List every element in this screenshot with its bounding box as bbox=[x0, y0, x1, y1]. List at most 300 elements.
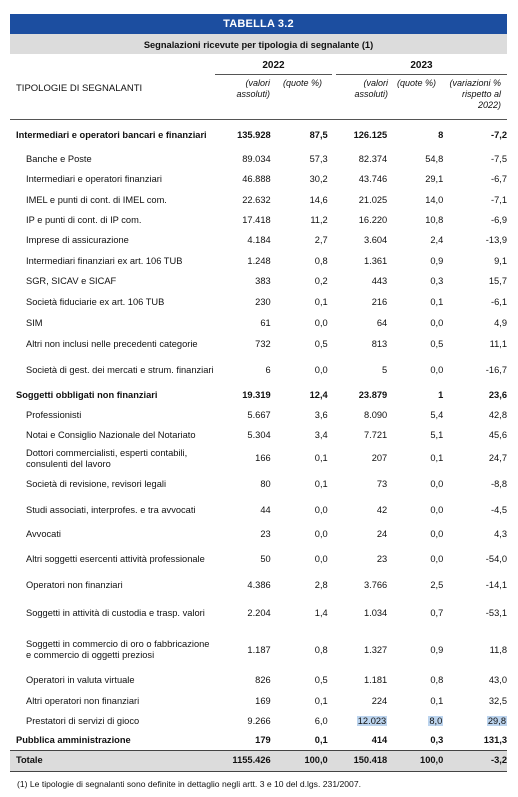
row-label bbox=[10, 405, 214, 426]
cell-q2022 bbox=[271, 169, 328, 190]
cell-v2022-text: 383 bbox=[255, 276, 271, 286]
cell-q2023-text: 100,0 bbox=[420, 755, 444, 765]
cell-v2023-text: 8.090 bbox=[363, 410, 388, 420]
cell-q2022-text: 0,8 bbox=[314, 644, 328, 655]
cell-v2022 bbox=[214, 731, 271, 750]
cell-q2023-text: 8 bbox=[438, 129, 444, 140]
cell-q2022 bbox=[271, 120, 328, 150]
cell-variation bbox=[443, 691, 507, 712]
cell-variation-text: 4,3 bbox=[494, 528, 507, 539]
row-label-text: SIM bbox=[26, 318, 43, 328]
cell-v2023 bbox=[328, 120, 387, 150]
cell-variation-text: -6,1 bbox=[490, 297, 507, 307]
cell-v2022 bbox=[214, 472, 271, 496]
cell-v2022-text: 5.304 bbox=[247, 430, 271, 440]
table-row bbox=[10, 575, 507, 596]
row-label-text: Operatori non finanziari bbox=[26, 580, 123, 590]
cell-v2023 bbox=[328, 385, 387, 405]
cell-q2022 bbox=[271, 292, 328, 313]
cell-variation-text: -14,1 bbox=[485, 580, 507, 590]
cell-v2022 bbox=[214, 575, 271, 596]
cell-q2022-text: 57,3 bbox=[309, 154, 328, 164]
cell-variation-text: 131,3 bbox=[483, 734, 507, 745]
cell-q2022 bbox=[271, 355, 328, 385]
cell-q2023 bbox=[387, 251, 443, 271]
cell-q2023 bbox=[387, 334, 443, 355]
cell-v2023-text: 23 bbox=[376, 554, 388, 564]
cell-q2022-text: 0,1 bbox=[314, 734, 328, 745]
row-label-text: Soggetti in attività di custodia e trasp. valori bbox=[26, 607, 205, 618]
cell-q2022 bbox=[271, 271, 328, 292]
cell-v2023 bbox=[328, 230, 387, 251]
cell-v2023-text: 150.418 bbox=[353, 755, 388, 765]
cell-v2023 bbox=[328, 292, 387, 313]
cell-variation bbox=[443, 524, 507, 544]
cell-v2022-text: 169 bbox=[255, 696, 271, 706]
table-row bbox=[10, 670, 507, 691]
cell-v2023 bbox=[328, 472, 387, 496]
cell-variation-text: 32,5 bbox=[488, 696, 507, 706]
row-label-text: Dottori commercialisti, esperti contabili, consulenti del lavoro bbox=[26, 447, 188, 469]
cell-v2022-text: 6 bbox=[265, 364, 271, 375]
cell-v2022-text: 5.667 bbox=[247, 410, 271, 420]
cell-variation bbox=[443, 210, 507, 230]
cell-v2022-text: 17.418 bbox=[242, 214, 271, 225]
cell-q2022 bbox=[271, 230, 328, 251]
cell-q2023 bbox=[387, 731, 443, 750]
row-label bbox=[10, 251, 214, 271]
cell-q2022-text: 87,5 bbox=[309, 129, 328, 140]
cell-variation bbox=[443, 496, 507, 524]
row-label bbox=[10, 210, 214, 230]
cell-q2023 bbox=[387, 271, 443, 292]
table-row bbox=[10, 313, 507, 334]
header-variation: (variazioni % rispetto al 2022) bbox=[449, 78, 501, 110]
cell-v2022 bbox=[214, 169, 271, 190]
cell-v2022-text: 826 bbox=[255, 675, 271, 685]
cell-v2022-text: 80 bbox=[260, 478, 271, 489]
row-label-text: Intermediari e operatori finanziari bbox=[26, 174, 162, 184]
row-label bbox=[10, 385, 214, 405]
cell-variation-text: 9,1 bbox=[494, 255, 507, 266]
row-label bbox=[10, 120, 214, 150]
cell-v2022 bbox=[214, 210, 271, 230]
cell-v2023 bbox=[328, 251, 387, 271]
cell-q2022-text: 0,1 bbox=[314, 696, 328, 706]
cell-q2023-text: 5,1 bbox=[430, 430, 444, 440]
cell-q2023-text: 0,3 bbox=[430, 276, 444, 286]
cell-v2022 bbox=[214, 445, 271, 472]
table-row bbox=[10, 190, 507, 210]
cell-v2023 bbox=[328, 731, 387, 750]
cell-q2022 bbox=[271, 426, 328, 445]
cell-v2022-text: 1155.426 bbox=[232, 755, 271, 765]
cell-variation-text: -6,7 bbox=[490, 174, 507, 184]
cell-variation-text: -3,2 bbox=[490, 755, 507, 765]
row-label bbox=[10, 750, 214, 771]
cell-q2022-text: 1,4 bbox=[314, 607, 328, 618]
cell-v2023 bbox=[328, 334, 387, 355]
cell-q2023-text: 0,0 bbox=[430, 478, 444, 489]
cell-v2022-text: 44 bbox=[260, 504, 271, 515]
cell-q2023-text: 0,1 bbox=[430, 297, 444, 307]
cell-v2023-text: 73 bbox=[376, 478, 388, 489]
cell-v2023-text: 1.361 bbox=[363, 255, 388, 266]
row-label-text: Totale bbox=[16, 755, 43, 765]
cell-q2023-text: 5,4 bbox=[430, 410, 444, 420]
cell-v2023-text: 813 bbox=[371, 339, 388, 349]
cell-variation bbox=[443, 445, 507, 472]
cell-v2022 bbox=[214, 544, 271, 575]
table-title: TABELLA 3.2 bbox=[10, 14, 507, 34]
data-table bbox=[10, 120, 507, 772]
cell-variation-text: -13,9 bbox=[485, 235, 507, 245]
cell-q2022-text: 0,5 bbox=[314, 675, 328, 685]
cell-v2023 bbox=[328, 355, 387, 385]
cell-q2022 bbox=[271, 251, 328, 271]
cell-q2023-text: 0,7 bbox=[430, 607, 444, 618]
cell-q2022 bbox=[271, 210, 328, 230]
cell-q2023 bbox=[387, 596, 443, 630]
row-label-text: IMEL e punti di cont. di IMEL com. bbox=[26, 194, 167, 205]
cell-q2022 bbox=[271, 544, 328, 575]
header-v2023: (valori assoluti) bbox=[354, 78, 388, 99]
cell-v2023-text: 16.220 bbox=[358, 214, 388, 225]
cell-variation-text: -8,8 bbox=[490, 478, 507, 489]
row-label bbox=[10, 731, 214, 750]
cell-variation-text: -7,2 bbox=[490, 129, 507, 140]
row-label-text: Altri soggetti esercenti attività professionale bbox=[26, 554, 205, 564]
row-label-text: IP e punti di cont. di IP com. bbox=[26, 214, 142, 225]
cell-q2023-text: 14,0 bbox=[425, 194, 444, 205]
cell-q2022-text: 30,2 bbox=[309, 174, 328, 184]
cell-v2023-text: 7.721 bbox=[363, 430, 388, 440]
cell-q2022-text: 14,6 bbox=[309, 194, 328, 205]
cell-q2022-text: 12,4 bbox=[309, 389, 328, 400]
row-label-text: Prestatori di servizi di gioco bbox=[26, 716, 140, 726]
row-label bbox=[10, 190, 214, 210]
cell-v2023-text: 21.025 bbox=[358, 194, 388, 205]
cell-q2023 bbox=[387, 472, 443, 496]
row-label bbox=[10, 426, 214, 445]
cell-variation bbox=[443, 544, 507, 575]
cell-v2023 bbox=[328, 691, 387, 712]
cell-v2023 bbox=[328, 670, 387, 691]
cell-variation-text: 24,7 bbox=[488, 453, 507, 463]
cell-v2022 bbox=[214, 691, 271, 712]
cell-v2023-text: 5 bbox=[382, 364, 388, 375]
cell-q2022-text: 0,0 bbox=[314, 504, 328, 515]
cell-v2022 bbox=[214, 426, 271, 445]
cell-v2022-text: 61 bbox=[260, 318, 271, 328]
row-label-text: Pubblica amministrazione bbox=[16, 734, 131, 745]
cell-q2023 bbox=[387, 750, 443, 771]
cell-v2022 bbox=[214, 750, 271, 771]
cell-v2023-text: 443 bbox=[371, 276, 388, 286]
cell-v2023 bbox=[328, 544, 387, 575]
cell-variation bbox=[443, 355, 507, 385]
cell-q2023-text: 0,5 bbox=[430, 339, 444, 349]
cell-v2022 bbox=[214, 150, 271, 169]
row-label-text: Imprese di assicurazione bbox=[26, 235, 129, 245]
cell-v2022 bbox=[214, 712, 271, 731]
cell-variation bbox=[443, 230, 507, 251]
table-row bbox=[10, 210, 507, 230]
table-row bbox=[10, 496, 507, 524]
table-row bbox=[10, 230, 507, 251]
cell-v2023 bbox=[328, 496, 387, 524]
table-row bbox=[10, 472, 507, 496]
cell-q2023-text: 0,9 bbox=[430, 644, 444, 655]
cell-q2023-text: 0,0 bbox=[430, 554, 444, 564]
cell-variation-text: -7,1 bbox=[490, 194, 507, 205]
cell-q2022 bbox=[271, 190, 328, 210]
table-row bbox=[10, 426, 507, 445]
cell-variation-text: -53,1 bbox=[485, 607, 507, 618]
cell-v2023 bbox=[328, 712, 387, 731]
cell-v2022-text: 1.248 bbox=[247, 255, 271, 266]
row-label bbox=[10, 691, 214, 712]
cell-q2022 bbox=[271, 405, 328, 426]
cell-variation-text: 43,0 bbox=[488, 675, 507, 685]
header-q2023: (quote %) bbox=[396, 78, 436, 88]
cell-v2022 bbox=[214, 355, 271, 385]
cell-v2022 bbox=[214, 524, 271, 544]
cell-v2023-text: 216 bbox=[371, 297, 388, 307]
row-label-text: Società fiduciarie ex art. 106 TUB bbox=[26, 297, 165, 307]
cell-q2023 bbox=[387, 313, 443, 334]
cell-v2022 bbox=[214, 670, 271, 691]
cell-q2022-text: 0,2 bbox=[314, 276, 328, 286]
row-label-text: Banche e Poste bbox=[26, 154, 92, 164]
cell-q2022 bbox=[271, 630, 328, 670]
row-label-text: Altri non inclusi nelle precedenti categorie bbox=[26, 339, 198, 349]
cell-q2023 bbox=[387, 169, 443, 190]
cell-v2022 bbox=[214, 630, 271, 670]
cell-q2023-text: 0,3 bbox=[430, 734, 444, 745]
row-label bbox=[10, 150, 214, 169]
cell-v2022 bbox=[214, 334, 271, 355]
cell-variation bbox=[443, 120, 507, 150]
cell-variation bbox=[443, 670, 507, 691]
cell-q2023 bbox=[387, 445, 443, 472]
cell-variation bbox=[443, 334, 507, 355]
cell-q2023 bbox=[387, 630, 443, 670]
row-label-text: Società di gest. dei mercati e strum. finanziari bbox=[26, 364, 214, 375]
cell-v2022-text: 4.386 bbox=[247, 580, 271, 590]
cell-q2023 bbox=[387, 210, 443, 230]
cell-q2022-text: 0,0 bbox=[314, 528, 328, 539]
cell-variation-text: 4,9 bbox=[494, 318, 507, 328]
cell-q2023-text: 8,0 bbox=[429, 716, 443, 726]
row-label bbox=[10, 230, 214, 251]
cell-v2023-text: 42 bbox=[376, 504, 388, 515]
cell-q2023-text: 0,9 bbox=[430, 255, 444, 266]
cell-variation-text: 11,8 bbox=[489, 644, 507, 655]
cell-v2022-text: 9.266 bbox=[247, 716, 271, 726]
cell-q2022-text: 0,0 bbox=[314, 364, 328, 375]
cell-variation-text: 29,8 bbox=[487, 716, 506, 726]
row-label-text: Intermediari e operatori bancari e finanziari bbox=[16, 129, 207, 140]
cell-v2022-text: 50 bbox=[260, 554, 271, 564]
cell-q2023 bbox=[387, 691, 443, 712]
row-label bbox=[10, 670, 214, 691]
cell-q2023-text: 2,4 bbox=[430, 235, 444, 245]
group-row bbox=[10, 731, 507, 750]
cell-v2023 bbox=[328, 271, 387, 292]
cell-variation bbox=[443, 472, 507, 496]
row-label bbox=[10, 496, 214, 524]
row-label bbox=[10, 445, 214, 472]
table-row bbox=[10, 691, 507, 712]
cell-variation-text: 45,6 bbox=[488, 430, 507, 440]
year-2023-label: 2023 bbox=[410, 60, 433, 71]
cell-variation-text: 42,8 bbox=[488, 410, 507, 420]
cell-variation bbox=[443, 385, 507, 405]
cell-q2022-text: 3,4 bbox=[314, 430, 328, 440]
cell-v2023 bbox=[328, 750, 387, 771]
cell-q2022-text: 2,7 bbox=[314, 235, 328, 245]
cell-v2022 bbox=[214, 120, 271, 150]
cell-v2023-text: 1.034 bbox=[363, 607, 388, 618]
cell-q2023 bbox=[387, 292, 443, 313]
group-row bbox=[10, 385, 507, 405]
header-v2022: (valori assoluti) bbox=[236, 78, 270, 99]
cell-v2022-text: 230 bbox=[255, 297, 271, 307]
cell-q2022-text: 2,8 bbox=[314, 580, 328, 590]
cell-v2022-text: 732 bbox=[255, 339, 271, 349]
cell-v2023 bbox=[328, 426, 387, 445]
row-label bbox=[10, 596, 214, 630]
cell-q2022-text: 3,6 bbox=[314, 410, 328, 420]
cell-q2023 bbox=[387, 230, 443, 251]
cell-v2023-text: 64 bbox=[376, 318, 388, 328]
cell-q2023 bbox=[387, 405, 443, 426]
cell-q2023 bbox=[387, 575, 443, 596]
row-label-text: SGR, SICAV e SICAF bbox=[26, 276, 117, 286]
cell-variation-text: -4,5 bbox=[490, 504, 507, 515]
cell-v2022-text: 89.034 bbox=[242, 154, 271, 164]
cell-q2023-text: 0,1 bbox=[430, 453, 444, 463]
cell-v2022 bbox=[214, 230, 271, 251]
cell-v2023-text: 1.181 bbox=[363, 675, 388, 685]
cell-v2022 bbox=[214, 313, 271, 334]
cell-v2022 bbox=[214, 405, 271, 426]
cell-v2023-text: 224 bbox=[371, 696, 388, 706]
cell-q2023 bbox=[387, 496, 443, 524]
table-row bbox=[10, 251, 507, 271]
row-label-text: Altri operatori non finanziari bbox=[26, 696, 140, 706]
cell-q2022-text: 0,5 bbox=[314, 339, 328, 349]
cell-q2023 bbox=[387, 524, 443, 544]
row-label bbox=[10, 313, 214, 334]
cell-q2023 bbox=[387, 385, 443, 405]
row-label bbox=[10, 472, 214, 496]
cell-q2022 bbox=[271, 472, 328, 496]
cell-q2023-text: 2,5 bbox=[430, 580, 444, 590]
row-label bbox=[10, 292, 214, 313]
row-label bbox=[10, 524, 214, 544]
cell-q2023 bbox=[387, 670, 443, 691]
table-row bbox=[10, 524, 507, 544]
cell-variation bbox=[443, 292, 507, 313]
cell-v2022-text: 135.928 bbox=[237, 129, 271, 140]
table-row bbox=[10, 712, 507, 731]
cell-v2023 bbox=[328, 405, 387, 426]
column-header-row bbox=[10, 78, 507, 120]
cell-variation bbox=[443, 596, 507, 630]
cell-v2023-text: 207 bbox=[371, 453, 388, 463]
cell-v2022 bbox=[214, 496, 271, 524]
cell-v2023-text: 82.374 bbox=[358, 154, 388, 164]
cell-q2022 bbox=[271, 731, 328, 750]
cell-v2022 bbox=[214, 596, 271, 630]
cell-q2022 bbox=[271, 691, 328, 712]
table-row bbox=[10, 169, 507, 190]
row-label-text: Studi associati, interprofes. e tra avvocati bbox=[26, 504, 196, 515]
cell-q2023-text: 0,1 bbox=[430, 696, 444, 706]
cell-v2023-text: 23.879 bbox=[358, 389, 388, 400]
cell-q2023-text: 0,0 bbox=[430, 318, 444, 328]
cell-q2022 bbox=[271, 445, 328, 472]
cell-v2023-text: 12.023 bbox=[357, 716, 387, 726]
cell-v2022 bbox=[214, 190, 271, 210]
group-row bbox=[10, 120, 507, 150]
cell-q2022 bbox=[271, 670, 328, 691]
cell-variation bbox=[443, 190, 507, 210]
row-label-text: Soggetti in commercio di oro o fabbricazione e commercio di oggetti preziosi bbox=[26, 639, 210, 660]
cell-v2022-text: 1.187 bbox=[247, 644, 271, 655]
cell-v2023-text: 3.766 bbox=[363, 580, 388, 590]
cell-variation bbox=[443, 150, 507, 169]
cell-variation-text: 15,7 bbox=[488, 276, 507, 286]
cell-variation bbox=[443, 271, 507, 292]
year-2022-label: 2022 bbox=[262, 60, 285, 71]
cell-q2022-text: 0,1 bbox=[314, 297, 328, 307]
cell-v2022-text: 23 bbox=[260, 528, 271, 539]
cell-v2023-text: 3.604 bbox=[363, 235, 388, 245]
cell-v2023-text: 126.125 bbox=[353, 129, 388, 140]
year-2022-rule bbox=[215, 74, 332, 75]
row-label-text: Avvocati bbox=[26, 528, 61, 539]
table-row bbox=[10, 355, 507, 385]
row-label bbox=[10, 271, 214, 292]
cell-variation-text: -6,9 bbox=[490, 214, 507, 225]
cell-variation bbox=[443, 313, 507, 334]
cell-q2023-text: 0,0 bbox=[430, 528, 444, 539]
cell-variation bbox=[443, 630, 507, 670]
year-2023-rule bbox=[336, 74, 507, 75]
cell-v2022-text: 46.888 bbox=[242, 174, 271, 184]
cell-q2022-text: 0,0 bbox=[314, 318, 328, 328]
cell-q2022-text: 0,0 bbox=[314, 554, 328, 564]
row-label-text: Operatori in valuta virtuale bbox=[26, 675, 135, 685]
row-label bbox=[10, 575, 214, 596]
cell-q2022-text: 0,1 bbox=[314, 478, 328, 489]
row-label-header: TIPOLOGIE DI SEGNALANTI bbox=[16, 83, 143, 94]
header-q2022: (quote %) bbox=[282, 78, 322, 88]
cell-v2023-text: 24 bbox=[376, 528, 388, 539]
cell-v2023 bbox=[328, 575, 387, 596]
row-label-text: Intermediari finanziari ex art. 106 TUB bbox=[26, 255, 183, 266]
cell-q2023-text: 0,0 bbox=[430, 504, 444, 515]
table-row bbox=[10, 150, 507, 169]
cell-q2022 bbox=[271, 313, 328, 334]
table-row bbox=[10, 405, 507, 426]
cell-variation-text: 11,1 bbox=[489, 339, 507, 349]
cell-q2022-text: 0,1 bbox=[314, 453, 328, 463]
cell-q2023-text: 0,0 bbox=[430, 364, 444, 375]
